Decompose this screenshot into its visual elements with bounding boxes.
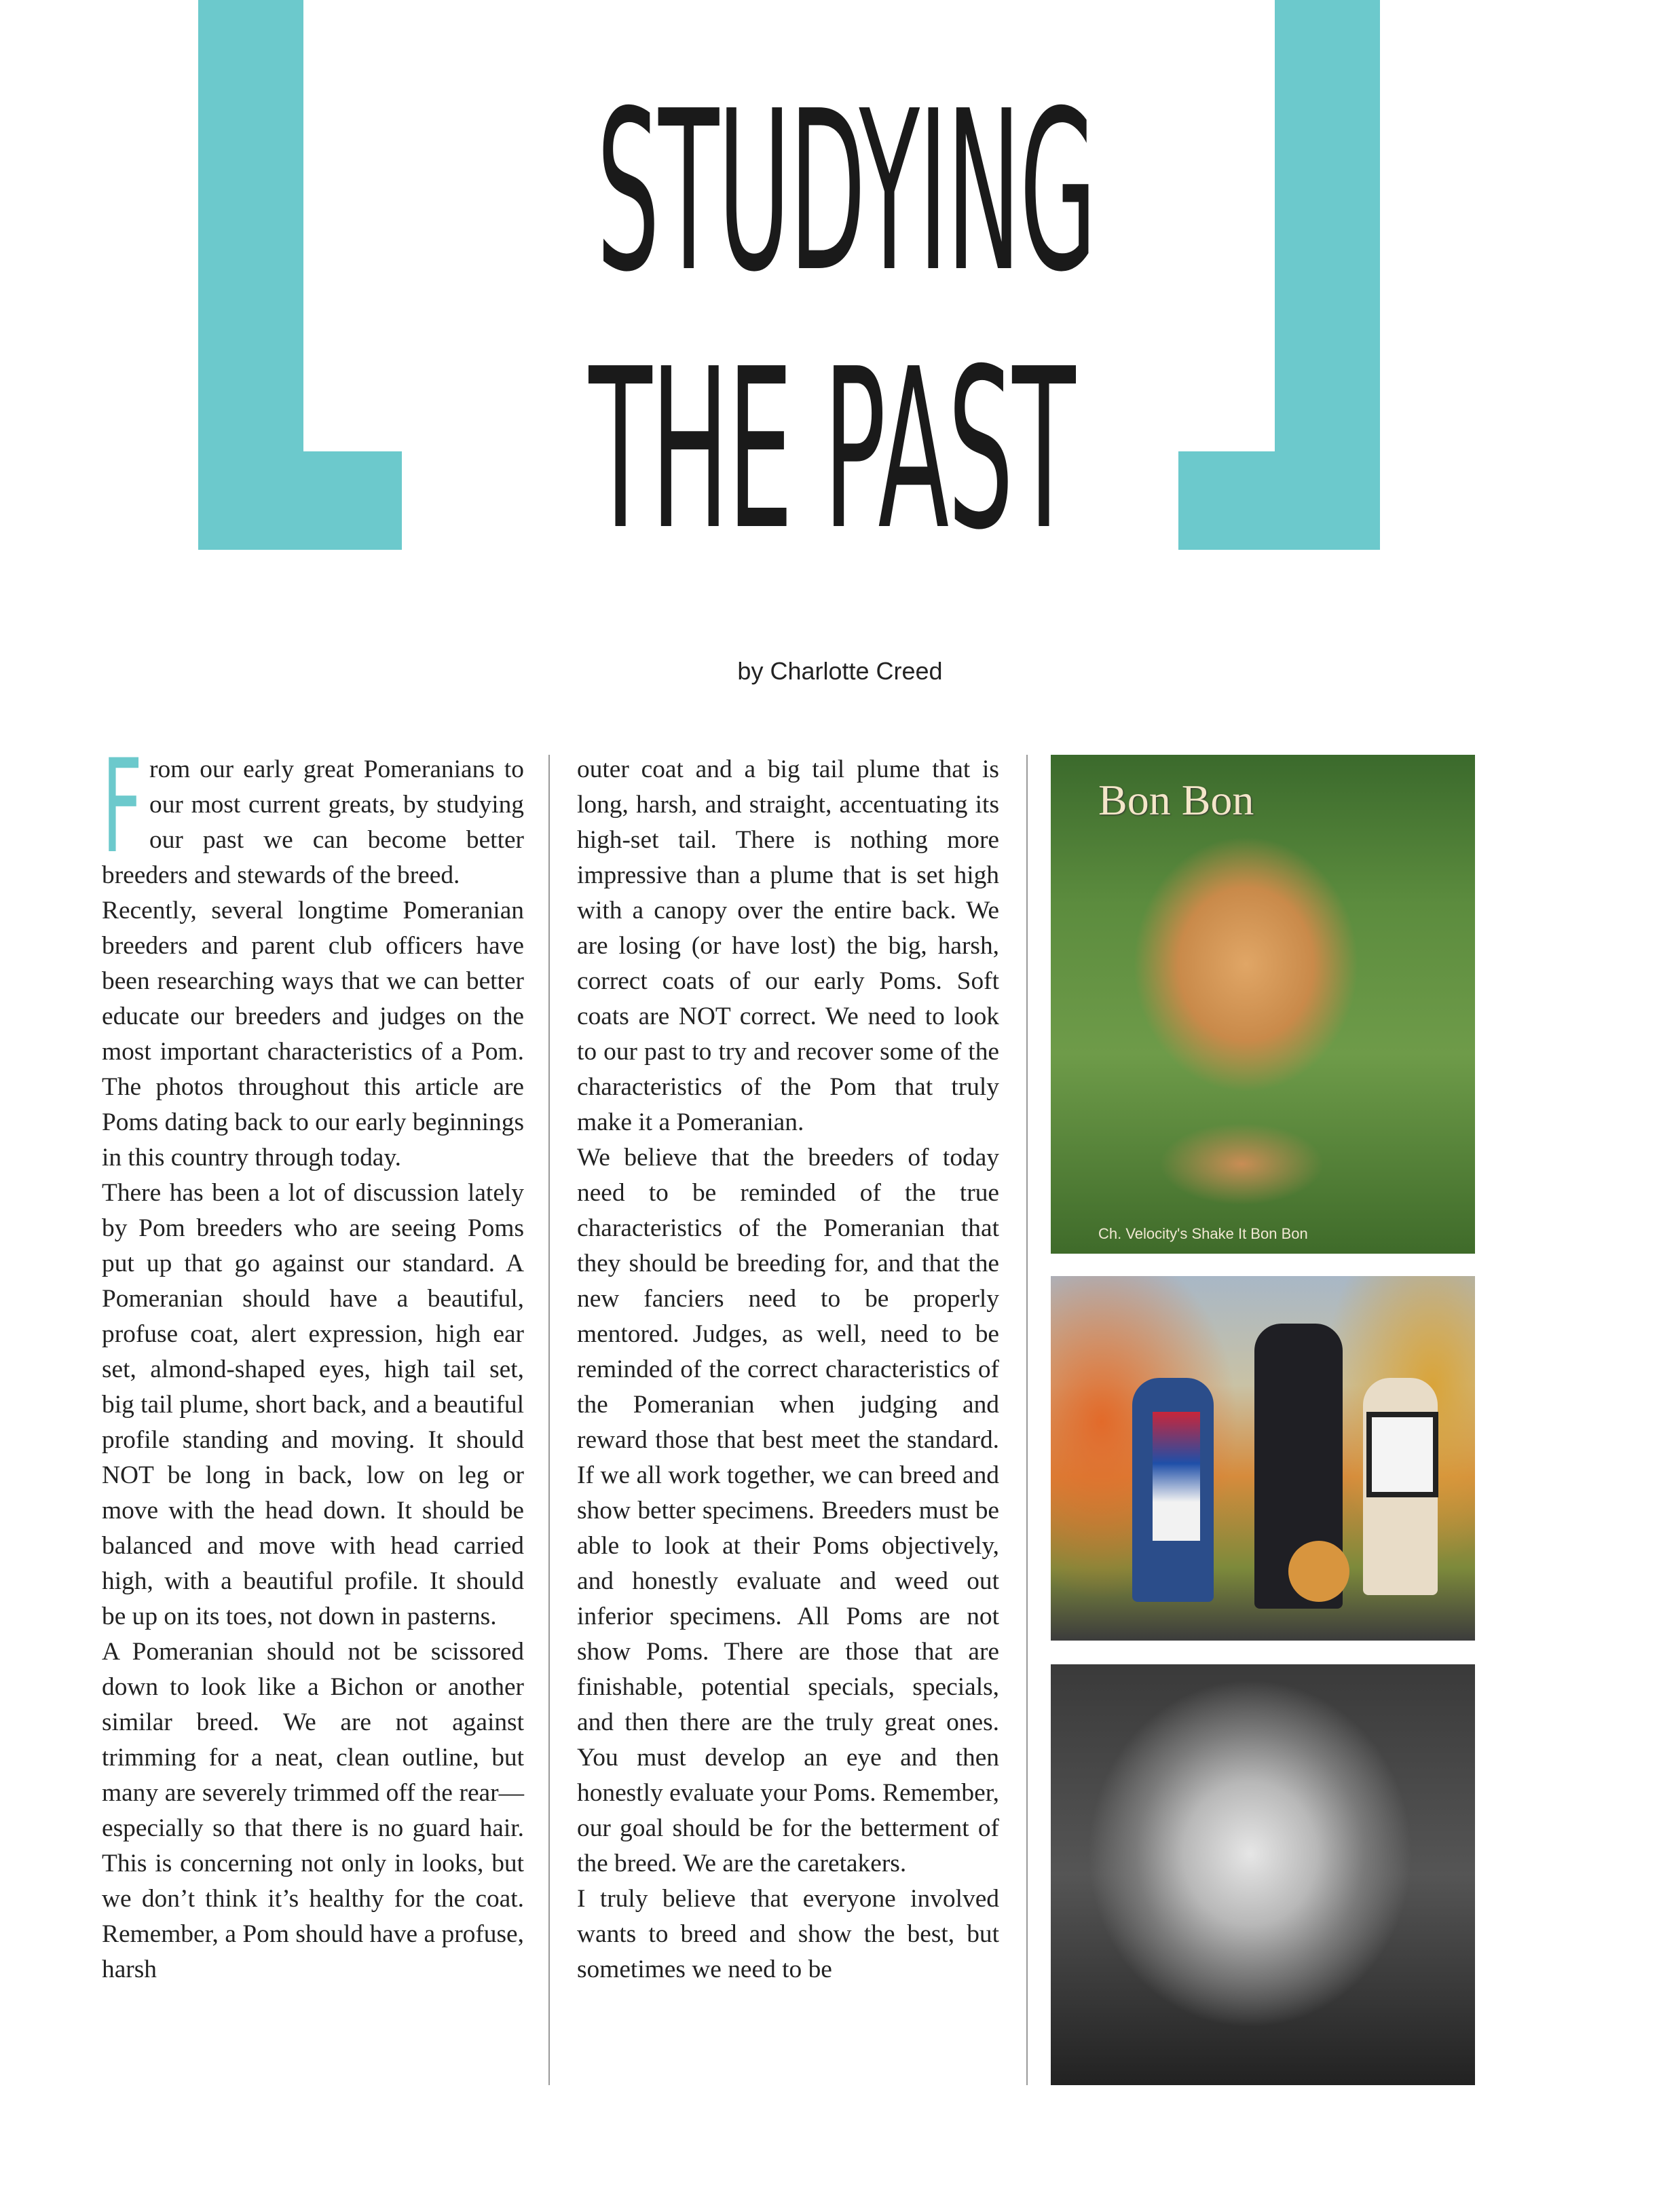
photo-pomeranian-bon-bon [1051,755,1475,1254]
article-title-line-1: STUDYING [597,63,1096,320]
paragraph: There has been a lot of discussion lately by Pom breeders who are seeing Poms put up that go against our standard. A Pomeranian should have a beautiful, profuse coat, alert expression, high ear set, almond-shaped eyes, high tail set, big tail plume, short back, and a beautiful profile standing and moving. It should NOT be long in back, low on leg or move with the head down. It should be balanced and move with head carried high, with a beautiful profile. It should be up on its toes, not down in pasterns. [102,1179,524,1630]
article-column-1 [102,732,524,1987]
column-divider [548,755,550,2085]
article-byline: by Charlotte Creed [737,657,943,685]
photo-show-win [1051,1276,1475,1641]
paragraph: Recently, several longtime Pomeranian breeders and parent club officers have been researching ways that we can better educate our breeders and judges on the most important characteristics of a Pom. The photos throughout this article are Poms dating back to our early beginnings in this country through today. [102,897,524,1172]
article-column-2 [577,752,999,1987]
article-title-line-2: THE PAST [589,321,1075,578]
photo-overlay-caption: Ch. Velocity's Shake It Bon Bon [1098,1225,1308,1242]
photo-vintage-pomeranian [1051,1664,1475,2085]
paragraph: A Pomeranian should not be scissored down to look like a Bichon or another similar breed. We are not against trimming for a neat, clean outline, but many are severely trimmed off the rear—especially so that there is no guard hair. This is concerning not only in looks, but we don’t think it’s healthy for the coat. Remember, a Pom should have a profuse, harsh [102,1638,524,1983]
paragraph: outer coat and a big tail plume that is long, harsh, and straight, accentuating its high-set tail. There is nothing more impressive than a plume that is set high with a canopy over the entire back. We are losing (or have lost) the big, harsh, correct coats of our early Poms. Soft coats are NOT correct. We need to look to our past to try and recover some of the characteristics of the Pom that truly make it a Pomeranian. [577,755,999,1136]
rosette-ribbon [1153,1412,1200,1541]
right-bracket-foot [1178,451,1380,550]
photo-column-divider [1026,755,1028,2085]
paragraph: We believe that the breeders of today need to be reminded of the true characteristics of the Pomeranian that they should be breeding for, and that the new fanciers need to be properly mentored. Judges, as well, need to be reminded of the correct characteristics of the Pomeranian when judging and reward those that best meet the standard. If we all work together, we can breed and show better specimens. Breeders must be able to look at their Poms objectively, and honestly evaluate and weed out inferior specimens. All Poms are not show Poms. There are those that are finishable, potential specials, specials, and then there are the truly great ones. You must develop an eye and then honestly evaluate your Poms. Remember, our goal should be for the betterment of the breed. We are the caretakers. [577,1144,999,1877]
paragraph-intro [102,732,524,893]
drop-cap: F [102,732,143,882]
left-bracket-foot [198,451,402,550]
framed-picture [1366,1412,1438,1497]
pomeranian-dog [1288,1541,1349,1602]
paragraph-intro-text: rom our early great Pomeranians to our most current greats, by studying our past we can become better breeders and stewards of the breed. [102,755,524,889]
photo-overlay-title: Bon Bon [1098,776,1254,824]
paragraph: I truly believe that everyone involved wants to breed and show the best, but sometimes we need to be [577,1885,999,1983]
